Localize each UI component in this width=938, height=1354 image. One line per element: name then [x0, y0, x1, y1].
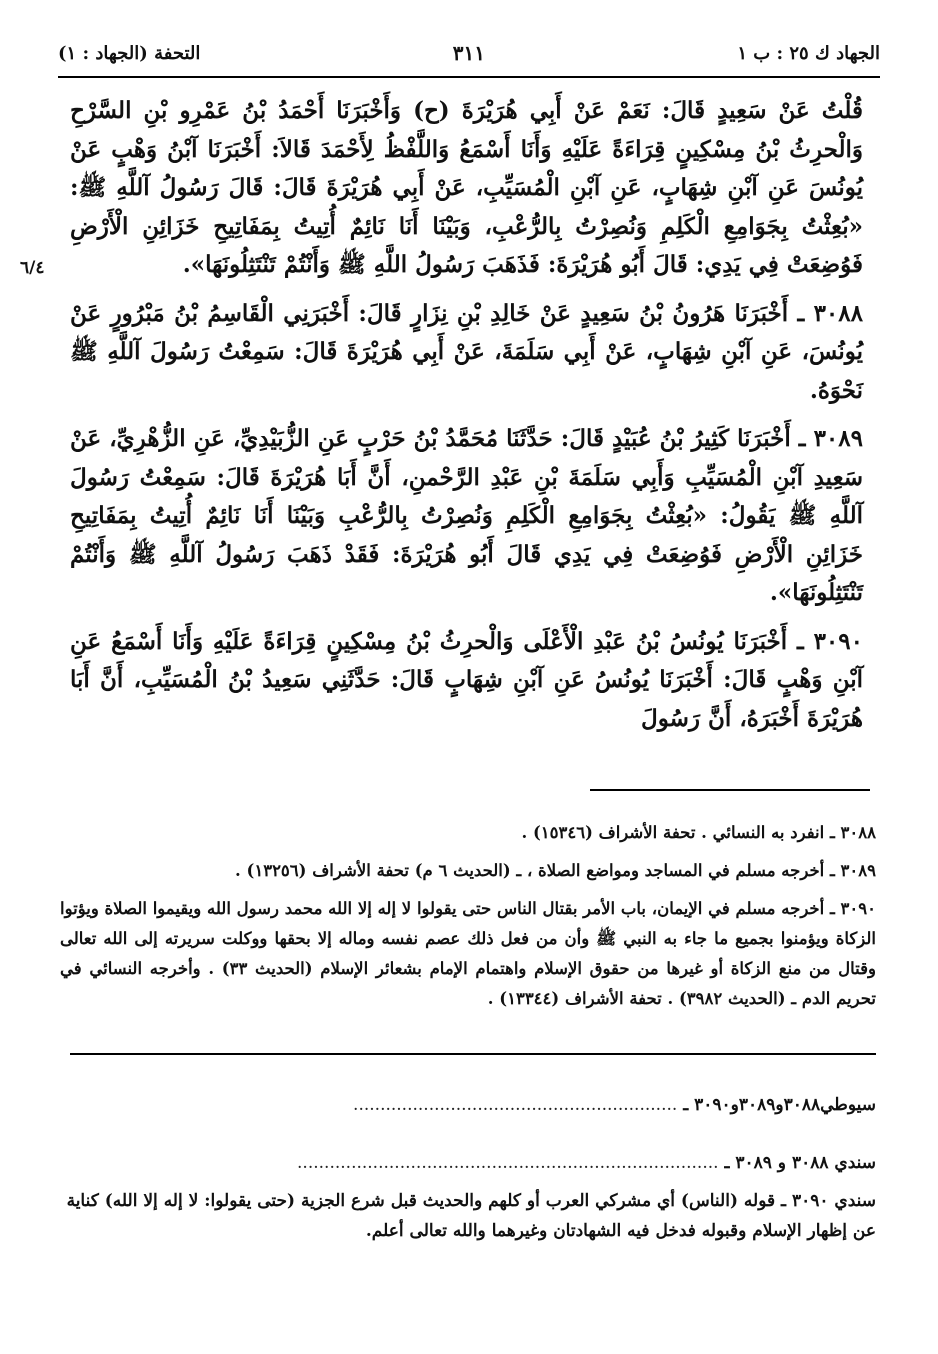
commentary-dots: ..............................................................................	[297, 1153, 719, 1173]
footnote: ٣٠٩٠ ـ أخرجه مسلم في الإيمان، باب الأمر بقتال الناس حتى يقولوا لا إله إلا الله محمد رسول الله ويقيموا الصلاة ويؤتوا الزكاة ويؤمنوا بجميع ما جاء به النبي ﷺ وأن من فعل ذلك عصم نفسه وماله إلا بحقها ووكلت سريرته إلى الله تعالى وقتال من منع الزكاة أو غيرها من حقوق الإسلام واهتمام الإمام بشعائر الإسلام (الحديث ٣٣) . وأخرجه النسائي في تحريم الدم ـ (الحديث ٣٩٨٢) . تحفة الأشراف (١٣٣٤٤) .	[60, 899, 876, 1008]
commentary-line	[62, 1148, 876, 1178]
commentary-text: قوله (الناس) أي مشركي العرب أو كلهم والحديث قبل شرع الجزية (حتى يقولوا: لا إله إلا الله) كناية عن إظهار الإسلام وقبوله فدخل فيه الشهادتان وغيرهما والله تعالى أعلم.	[66, 1191, 876, 1241]
commentary-label: سندي ٣٠٨٨ و ٣٠٨٩ ـ	[724, 1153, 876, 1173]
commentary-label: سيوطي٣٠٨٨و٣٠٨٩و٣٠٩٠ ـ	[683, 1095, 876, 1115]
footnote: ٣٠٨٩ ـ أخرجه مسلم في المساجد ومواضع الصلاة ، ـ (الحديث ٦ م) تحفة الأشراف (١٣٢٥٦) .	[235, 861, 876, 880]
page-number: ٣١١	[452, 41, 485, 65]
hadith-paragraph: ٣٠٨٩ ـ أَخْبَرَنَا كَثِيرُ بْنُ عُبَيْدٍ قَالَ: حَدَّثَنَا مُحَمَّدُ بْنُ حَرْبٍ عَنِ الزُّبَيْدِيِّ، عَنِ الزُّهْرِيِّ، عَنْ سَعِيدِ آبْنِ الْمُسَيِّبِ وَأَبِي سَلَمَةَ بْنِ عَبْدِ الرَّحْمنِ، أَنَّ أَبَا هُرَيْرَةَ قَالَ: سَمِعْتُ رَسُولَ آللَّهِ ﷺ يَقُولُ: «بُعِثْتُ بِجَوَامِعِ الْكَلِمِ وَنُصِرْتُ بِالرُّعْبِ وَبَيْنَا أَنَا نَائِمٌ أُتِيتُ بِمَفَاتِيحِ خَزَائِنِ الْأَرْضِ فَوُضِعَتْ فِي يَدِي قَالَ أَبُو هُرَيْرَةَ: فَقَدْ ذَهَبَ رَسُولُ آللَّهِ ﷺ وَأَنْتُمْ تَنْتَثِلُونَهَا».	[70, 425, 863, 606]
commentary-rule	[70, 1053, 876, 1055]
footnote: ٣٠٨٨ ـ انفرد به النسائي . تحفة الأشراف (١٥٣٤٦) .	[521, 823, 876, 842]
commentary-line	[62, 1090, 876, 1120]
hadith-paragraph: ٣٠٩٠ ـ أَخْبَرَنَا يُونُسُ بْنُ عَبْدِ الْأَعْلَى وَالْحرِثُ بْنُ مِسْكِينٍ قِرَاءَةً عَلَيْهِ وَأَنَا أَسْمَعُ عَنِ آبْنِ وَهْبٍ قَالَ: أَخْبَرَنَا يُونُسُ عَنِ آبْنِ شِهَابٍ قَالَ: حَدَّثَنِي سَعِيدُ بْنُ الْمُسَيِّبِ، أَنَّ أَبَا هُرَيْرَةَ أَخْبَرَهُ، أَنَّ رَسُولَ	[70, 627, 863, 732]
hadith-paragraph: قُلْتُ عَنْ سَعِيدٍ قَالَ: نَعَمْ عَنْ أَبِي هُرَيْرَةَ (ح) وَأَخْبَرَنَا أَحْمَدُ بْنُ عَمْرِو بْنِ السَّرْحِ وَالْحرِثُ بْنُ مِسْكِينٍ قِرَاءَةً عَلَيْهِ وَأَنَا أَسْمَعُ وَاللَّفْظُ لِأَحْمَدَ قَالاَ: أَخْبَرَنَا آبْنُ وَهْبٍ عَنْ يُونُسَ عَنِ آبْنِ شِهَابٍ، عَنِ آبْنِ الْمُسَيِّبِ، عَنْ أَبِي هُرَيْرَةَ قَالَ: قَالَ رَسُولُ آللَّهِ ﷺ: «بُعِثْتُ بِجَوَامِعِ الْكَلِمِ وَنُصِرْتُ بِالرُّعْبِ، وَبَيْنَا أَنَا نَائِمٌ أُتِيتُ بِمَفَاتِيحِ خَزَائِنِ الْأَرْضِ فَوُضِعَتْ فِي يَدِي: قَالَ أَبُو هُرَيْرَةَ: فَذَهَبَ رَسُولُ اللَّهِ ﷺ وَأَنْتُمْ تَنْتَثِلُونَهَا».	[70, 97, 863, 278]
margin-note: ٦/٤	[20, 258, 45, 278]
header-chapter: الجهاد ك ٢٥ : ب ١	[737, 42, 880, 64]
footnote-rule	[590, 789, 870, 791]
commentary-dots: ............................................................	[353, 1095, 678, 1115]
page-header	[58, 38, 880, 68]
header-rule	[58, 76, 880, 78]
commentary-label: سندي ٣٠٩٠ ـ	[781, 1191, 876, 1211]
main-text	[70, 92, 863, 748]
footnotes	[60, 818, 876, 1014]
hadith-paragraph: ٣٠٨٨ ـ أَخْبَرَنَا هَرُونُ بْنُ سَعِيدٍ عَنْ خَالِدِ بْنِ نِزَارٍ قَالَ: أَخْبَرَنِي الْقَاسِمُ بْنُ مَبْرُورٍ عَنْ يُونُسَ، عَنِ آبْنِ شِهَابٍ، عَنْ أَبِي سَلَمَةَ، عَنْ أَبِي هُرَيْرَةَ قَالَ: سَمِعْتُ رَسُولَ آللَّهِ ﷺ نَحْوَهُ.	[70, 299, 863, 404]
commentary-block	[62, 1186, 876, 1246]
header-reference: التحفة (الجهاد : ١)	[58, 42, 201, 64]
